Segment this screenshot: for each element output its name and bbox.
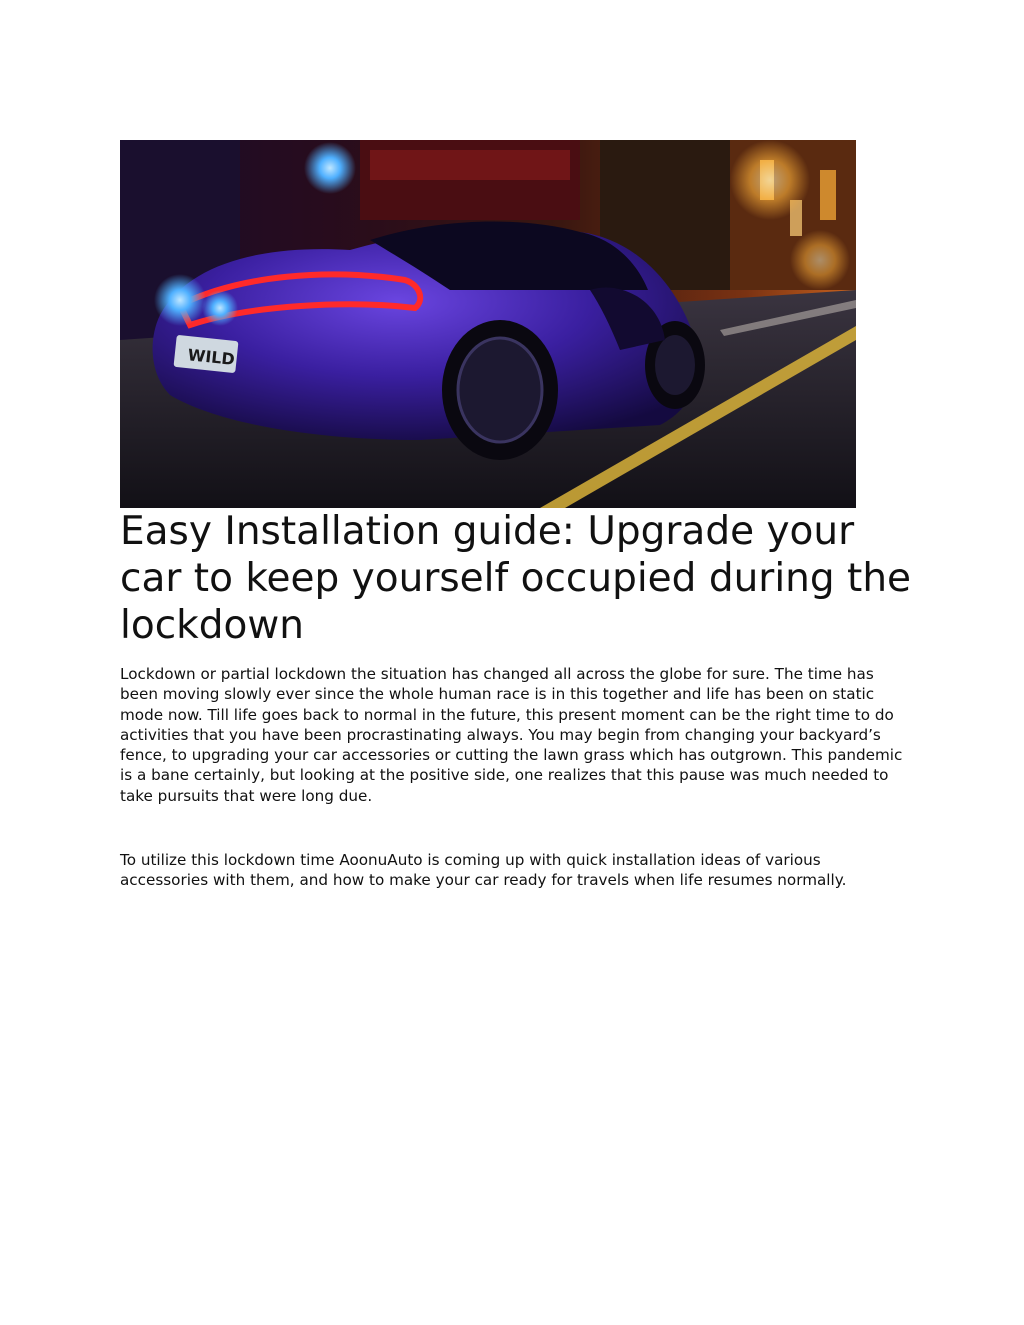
article-title: Easy Installation guide: Upgrade your car to keep yourself occupied during the lockdown [120,509,912,648]
license-plate-text: WILD [186,345,236,369]
hero-image [120,140,856,508]
car-illustration [120,140,856,508]
article-paragraph-1: Lockdown or partial lockdown the situation has changed all across the globe for sure. The time has been moving slowly ever since the whole human race is in this together and life has been on static mode now. Till life goes back to normal in the future, this present moment can be the right time to do activities that you have been procrastinating always. You may begin from changing your backyard’s fence, to upgrading your car accessories or cutting the lawn grass which has outgrown. This pandemic is a bane certainly, but looking at the positive side, one realizes that this pause was much needed to take pursuits that were long due. [120,665,903,805]
article-paragraph-2: To utilize this lockdown time AoonuAuto is coming up with quick installation ideas of various accessories with them, and how to make your car ready for travels when life resumes normally. [120,851,847,890]
